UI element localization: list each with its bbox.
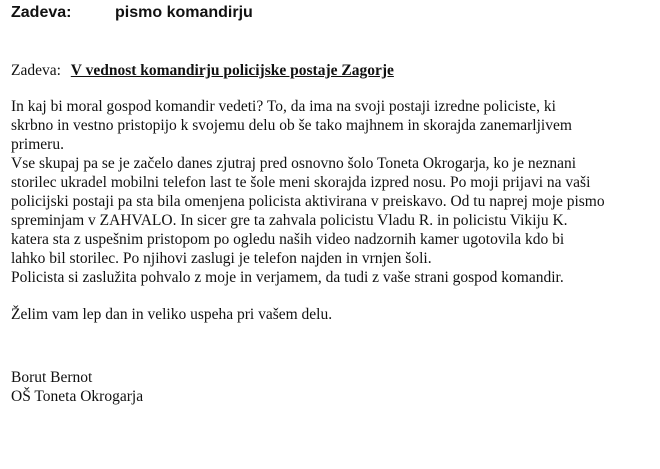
header-value: pismo komandirju: [115, 4, 253, 21]
body-line: spreminjam v ZAHVALO. In sicer gre ta zahvala policistu Vladu R. in policistu Vikiju K.: [11, 212, 568, 229]
body-line: Vse skupaj pa se je začelo danes zjutraj pred osnovno šolo Toneta Okrogarja, ko je neznani: [11, 155, 577, 172]
body-line: katera sta z uspešnim pristopom po ogledu naših video nadzornih kamer ugotovila kdo bi: [11, 231, 565, 248]
signature-org: OŠ Toneta Okrogarja: [11, 388, 144, 405]
body-line: skrbno in vestno pristopijo k svojemu delu ob še tako majhnem in skorajda zanemarljivem: [11, 117, 572, 134]
body-line: lahko bil storilec. Po njihovi zaslugi je telefon najden in vrnjen šoli.: [11, 250, 432, 267]
header-label: Zadeva:: [11, 4, 72, 21]
body-line: In kaj bi moral gospod komandir vedeti? To, da ima na svoji postaji izredne policiste, ki: [11, 98, 556, 115]
body-line: policijski postaji pa sta bila omenjena policista aktivirana v preiskavo. Od tu naprej moje pismo: [11, 193, 605, 210]
letter-header: [11, 4, 253, 22]
body-line: Policista si zaslužita pohvalo z moje in verjamem, da tudi z vaše strani gospod komandir.: [11, 269, 564, 286]
subject-label: Zadeva:: [11, 62, 61, 79]
signature-name: Borut Bernot: [11, 369, 93, 386]
subject-line: [11, 62, 394, 80]
body-line: storilec ukradel mobilni telefon last te šole meni skorajda izpred nosu. Po moji prijavi na vaši: [11, 174, 591, 191]
body-line: primeru.: [11, 136, 64, 153]
closing-line: Želim vam lep dan in veliko uspeha pri vašem delu.: [11, 306, 333, 323]
subject-value: V vednost komandirju policijske postaje Zagorje: [70, 62, 394, 79]
